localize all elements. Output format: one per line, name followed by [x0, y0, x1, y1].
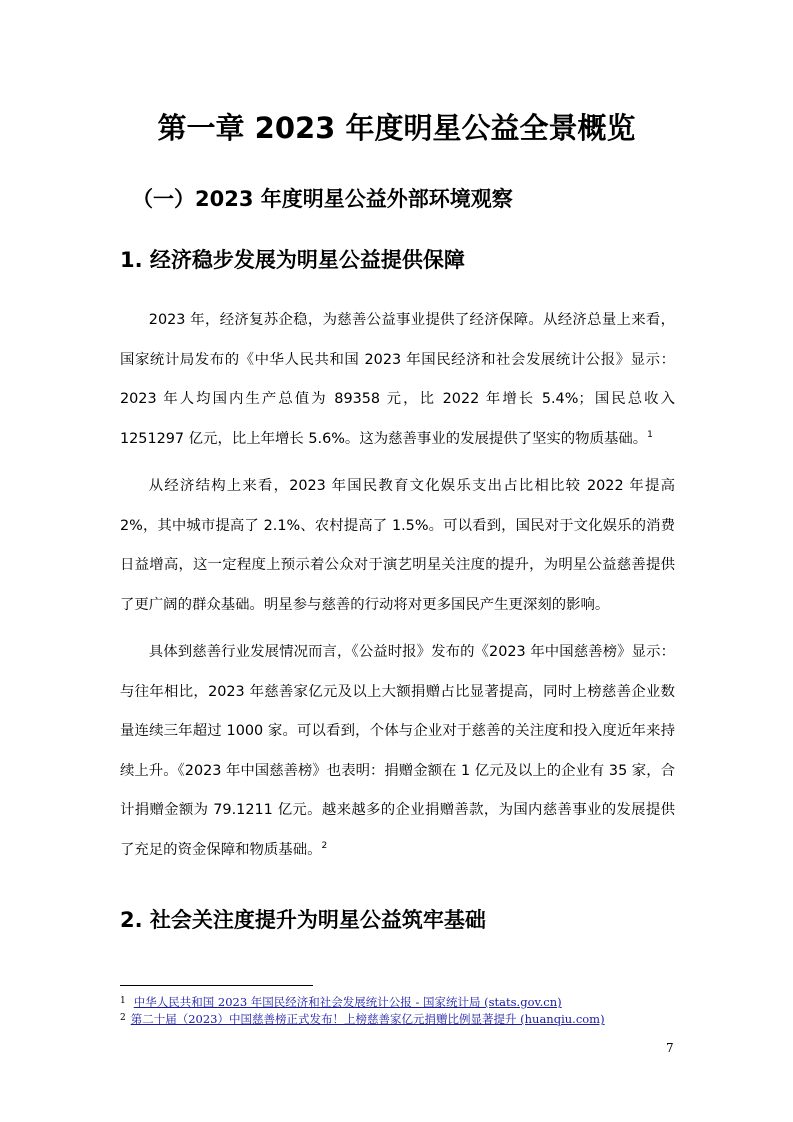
paragraph-text: 2023 年，经济复苏企稳，为慈善公益事业提供了经济保障。从经济总量上来看，国家统计局发布的《中华人民共和国 2023 年国民经济和社会发展统计公报》显示：2023 年人均国内生产总值为 89358 元，比 2022 年增长 5.4%；国民总收入 1251297 亿元，比上年增长 5.6%。这为慈善事业的发展提供了坚实的物质基础。	[120, 312, 675, 447]
footnote-ref-2[interactable]: 2	[321, 840, 328, 851]
paragraph-text: 从经济结构上来看，2023 年国民教育文化娱乐支出占比相比较 2022 年提高 2%，其中城市提高了 2.1%、农村提高了 1.5%。可以看到，国民对于文化娱乐的消费日益增高，这一定程度上预示着公众对于演艺明星关注度的提升，为明星公益慈善提供了更广阔的群众基础。明星参与慈善的行动将对更多国民产生更深刻的影响。	[120, 478, 675, 613]
footnote-1	[120, 994, 562, 1010]
footnote-link-stats[interactable]: 中华人民共和国 2023 年国民经济和社会发展统计公报 - 国家统计局 (stats.gov.cn)	[133, 995, 562, 1009]
paragraph-economic-total	[120, 301, 675, 459]
paragraph-charity-industry	[120, 633, 675, 870]
footnote-ref-1[interactable]: 1	[647, 429, 653, 440]
paragraph-economic-structure	[120, 467, 675, 625]
footnote-link-huanqiu[interactable]: 第二十届（2023）中国慈善榜正式发布！上榜慈善家亿元捐赠比例显著提升 (huanqiu.com)	[130, 1012, 605, 1026]
footnote-separator	[120, 985, 313, 986]
footnote-number: 1	[120, 996, 126, 1006]
section-title: （一）2023 年度明星公益外部环境观察	[132, 187, 513, 211]
subsection-title-economy: 1. 经济稳步发展为明星公益提供保障	[120, 248, 465, 272]
paragraph-text: 具体到慈善行业发展情况而言，《公益时报》发布的《2023 年中国慈善榜》显示：与往年相比，2023 年慈善家亿元及以上大额捐赠占比显著提高，同时上榜慈善企业数量连续三年超过 1000 家。可以看到，个体与企业对于慈善的关注度和投入度近年来持续上升。《2023 年中国慈善榜》也表明：捐赠金额在 1 亿元及以上的企业有 35 家，合计捐赠金额为 79.1211 亿元。越来越多的企业捐赠善款，为国内慈善事业的发展提供了充足的资金保障和物质基础。	[120, 644, 675, 858]
chapter-title: 第一章 2023 年度明星公益全景概览	[157, 111, 636, 145]
page-number: 7	[666, 1041, 674, 1055]
footnote-2	[120, 1011, 605, 1027]
footnote-number: 2	[120, 1013, 126, 1023]
subsection-title-social-attention: 2. 社会关注度提升为明星公益筑牢基础	[120, 908, 486, 932]
